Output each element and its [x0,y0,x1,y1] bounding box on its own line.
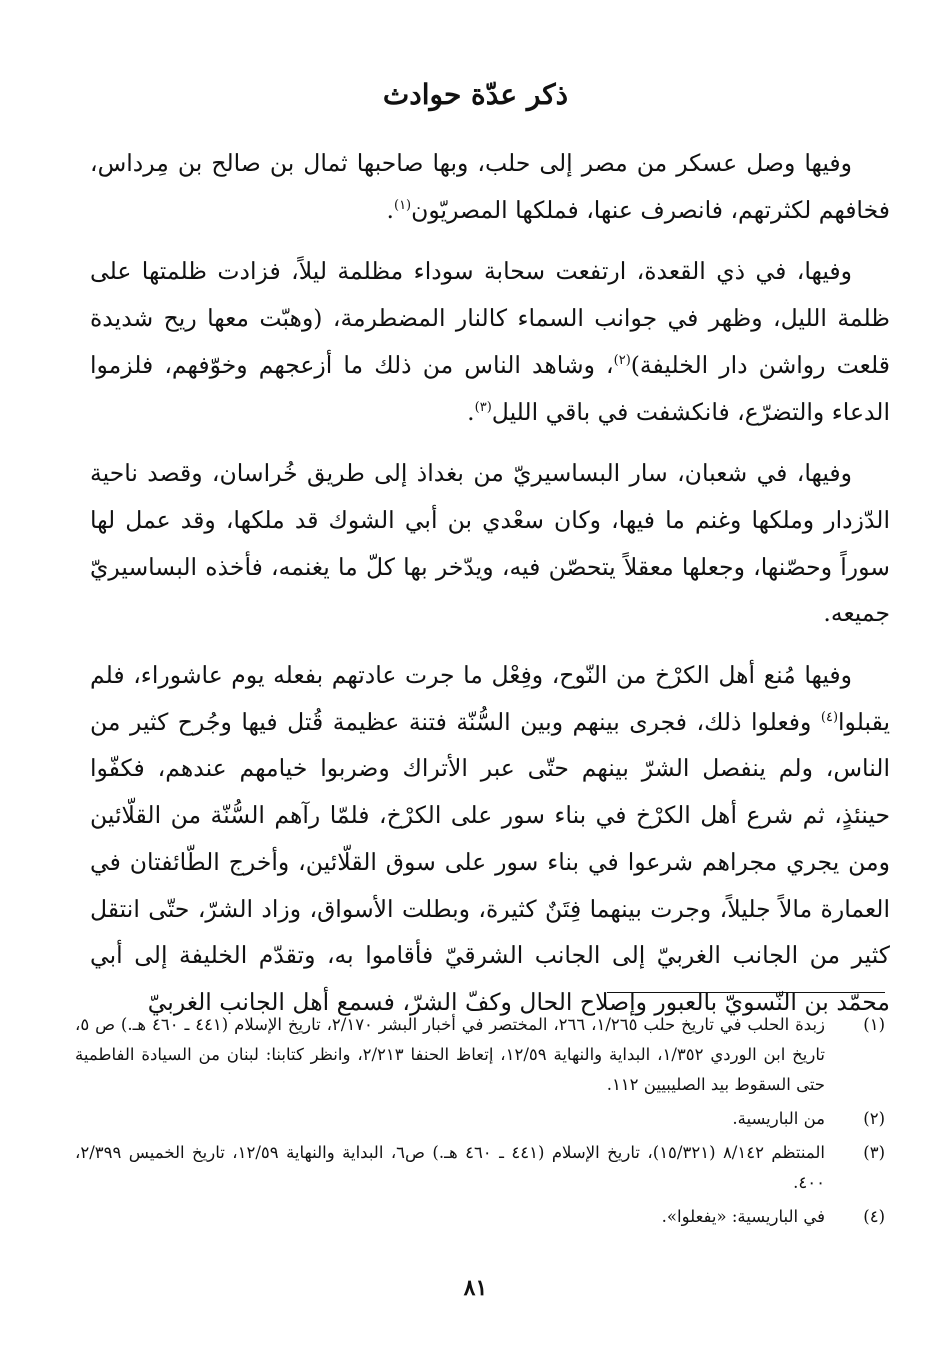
footnote-ref-4[interactable]: (٤) [820,709,839,725]
footnote-ref-2[interactable]: (٢) [613,352,631,368]
footnote-divider [607,992,885,993]
section-heading: ذكر عدّة حوادث [382,78,569,111]
footnote-number: (٢) [863,1109,885,1128]
paragraph-text: . [467,397,475,426]
paragraph-text: وفعلوا ذلك، فجرى بينهم وبين السُّنّة فتنة عظيمة قُتل فيها وجُرح كثير من الناس، ولم ينفصل الشرّ بينهم حتّى عبر الأتراك وضربوا خيامهم عندهم، فكفّوا حينئذٍ، ثم شرع أهل الكرْخ في بناء سور على الكرْخ، فلمّا رآهم السُّنّة من القلّائين ومن يجري مجراهم شرعوا في بناء سور على سوق القلّائين، وأخرج الطّائفتان في العمارة مالاً جليلاً، وجرت بينهما فِتَنٌ كثيرة، وبطلت الأسواق، وزاد الشرّ، حتّى انتقل كثير من الجانب الغربيّ إلى الجانب الشرقيّ فأقاموا به، وتقدّم الخليفة إلى أبي محمّد بن النّسويّ بالعبور وإصلاح الحال وكفّ الشرّ، فسمع أهل الجانب الغربيّ [90,707,890,1016]
footnote-ref-3[interactable]: (٣) [474,399,492,415]
paragraph-text: وفيها، في شعبان، سار البساسيريّ من بغداذ إلى طريق خُراسان، وقصد ناحية الدّزدار وملكها وغنم ما فيها، وكان سعْدي بن أبي الشوك قد ملكها، وقد عمل لها سوراً وحصّنها، وجعلها معقلاً يتحصّن فيه، ويدّخر بها كلّ ما يغنمه، فأخذه البساسيريّ جميعه. [90,459,890,628]
paragraph-text: وفيها مُنع أهل الكرْخ من النّوح، وفِعْل ما جرت عادتهم بفعله يوم عاشوراء، فلم يقبلوا [90,661,890,736]
main-text [90,140,890,1026]
footnote-item [75,1010,885,1100]
footnote-text: المنتظم ٨/١٤٢ (١٥/٣٢١)، تاريخ الإسلام (٤٤١ ـ ٤٦٠ هـ.) ص٦، البداية والنهاية ١٢/٥٩، تاريخ الخميس ٢/٣٩٩، ٤٠٠. [75,1143,826,1192]
footnote-text: زبدة الحلب في تاريخ حلب ١/٢٦٥، ٢٦٦، المختصر في أخبار البشر ٢/١٧٠، تاريخ الإسلام (٤٤١ ـ ٤٦٠ هـ.) ص ٥، تاريخ ابن الوردي ١/٣٥٢، البداية والنهاية ١٢/٥٩، إتعاظ الحنفا ٢/٢١٣، وانظر كتابنا: لبنان من السيادة الفاطمية حتى السقوط بيد الصليبيين ١١٢. [75,1015,826,1094]
page-number: ٨١ [463,1275,488,1301]
footnote-item [75,1104,885,1134]
footnote-item [75,1202,885,1232]
footnote-number: (١) [863,1015,885,1034]
paragraph-text: وفيها، في ذي القعدة، ارتفعت سحابة سوداء مظلمة ليلاً، فزادت ظلمتها على ظلمة الليل، وظهر في جوانب السماء كالنار المضطرمة، (وهبّت معها ريح شديدة قلعت رواشن دار الخليفة) [90,257,890,379]
footnote-number: (٤) [863,1207,885,1226]
paragraph-2 [90,248,890,435]
paragraph-text: ، وشاهد الناس من ذلك ما أزعجهم وخوّفهم، فلزموا الدعاء والتضرّع، فانكشفت في باقي الليل [90,350,890,426]
paragraph-text: . [386,195,394,224]
footnote-ref-1[interactable]: (١) [393,197,412,213]
paragraph-3 [90,450,890,637]
footnote-number: (٣) [863,1143,885,1162]
paragraph-4 [90,652,890,1026]
footnote-text: في الباريسية: «يفعلوا». [661,1207,825,1226]
paragraph-text: وفيها وصل عسكر من مصر إلى حلب، وبها صاحبها ثمال بن صالح بن مِرداس، فخافهم لكثرتهم، فانصرف عنها، فملكها المصريّون [90,149,890,224]
paragraph-1 [90,140,890,233]
footnotes [75,1010,885,1232]
footnote-item [75,1138,885,1198]
footnote-text: من الباريسية. [732,1109,825,1128]
